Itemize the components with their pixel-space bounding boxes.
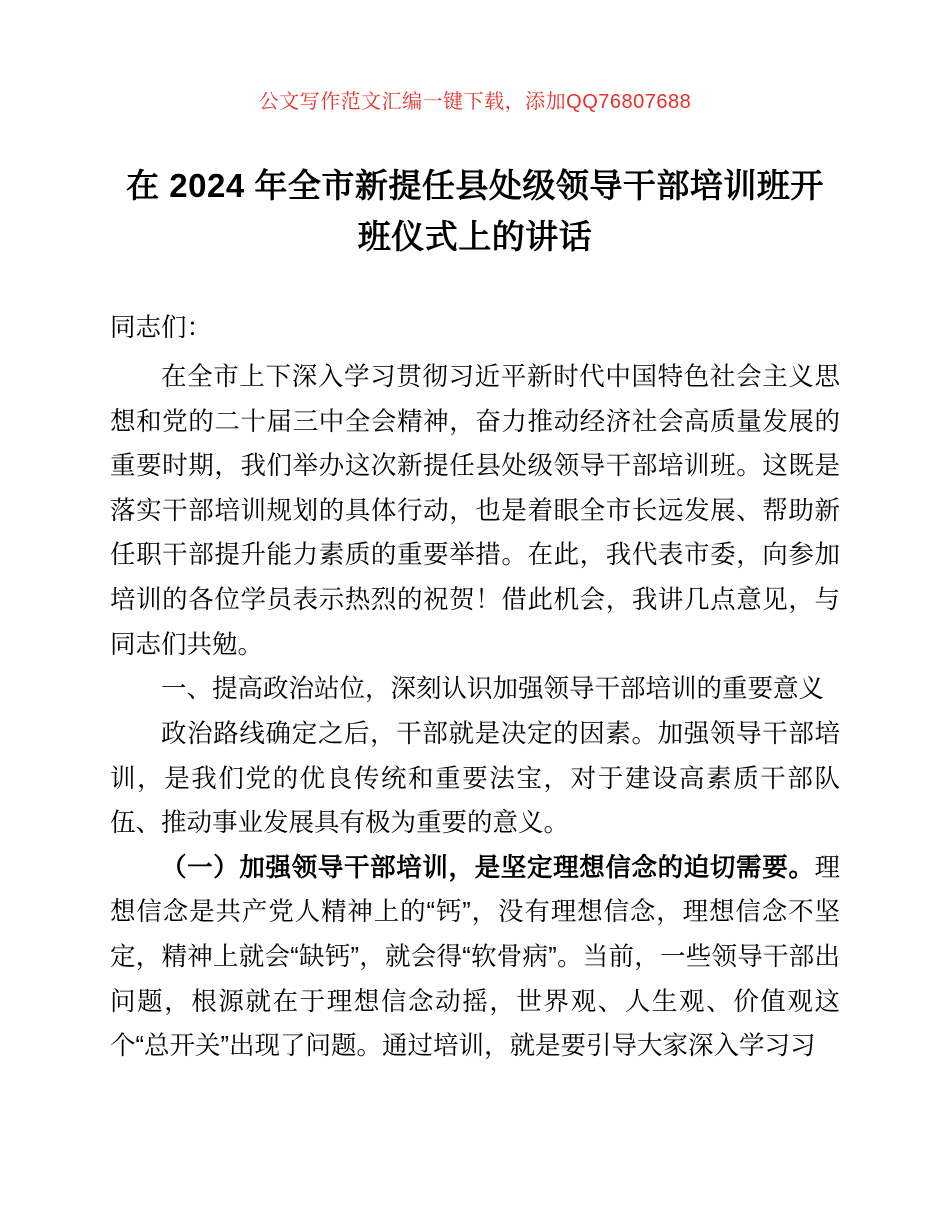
paragraph-text: 理想信念是共产党人精神上的“钙”，没有理想信念，理想信念不坚定，精神上就会“缺钙”，就会得“软骨病”。当前，一些领导干部出问题，根源就在于理想信念动摇，世界观、人生观、价值观这个“总开关”出现了问题。通过培训，就是要引导大家深入学习习: [110, 853, 840, 1061]
salutation: 同志们：: [110, 314, 213, 343]
subsection-lead: （一）加强领导干部培训，是坚定理想信念的迫切需要。: [161, 853, 815, 882]
opening-paragraph: [110, 355, 840, 667]
subsection-one-one: [110, 846, 840, 1069]
page-title: 在 2024 年全市新提任县处级领导干部培训班开班仪式上的讲话: [126, 167, 824, 256]
paragraph-text: 在全市上下深入学习贯彻习近平新时代中国特色社会主义思想和党的二十届三中全会精神，奋力推动经济社会高质量发展的重要时期，我们举办这次新提任县处级领导干部培训班。这既是落实干部培训规划的具体行动，也是着眼全市长远发展、帮助新任职干部提升能力素质的重要举措。在此，我代表市委，向参加培训的各位学员表示热烈的祝贺！借此机会，我讲几点意见，与同志们共勉。: [110, 362, 840, 659]
watermark-advertisement: 公文写作范文汇编一键下载，添加QQ76807688: [258, 91, 692, 113]
section-one-intro: [110, 712, 840, 846]
paragraph-text: 政治路线确定之后，干部就是决定的因素。加强领导干部培训，是我们党的优良传统和重要法宝，对于建设高素质干部队伍、推动事业发展具有极为重要的意义。: [110, 719, 840, 838]
section-heading-one: [110, 667, 840, 712]
paragraph-text: 一、提高政治站位，深刻认识加强领导干部培训的重要意义: [161, 675, 825, 704]
